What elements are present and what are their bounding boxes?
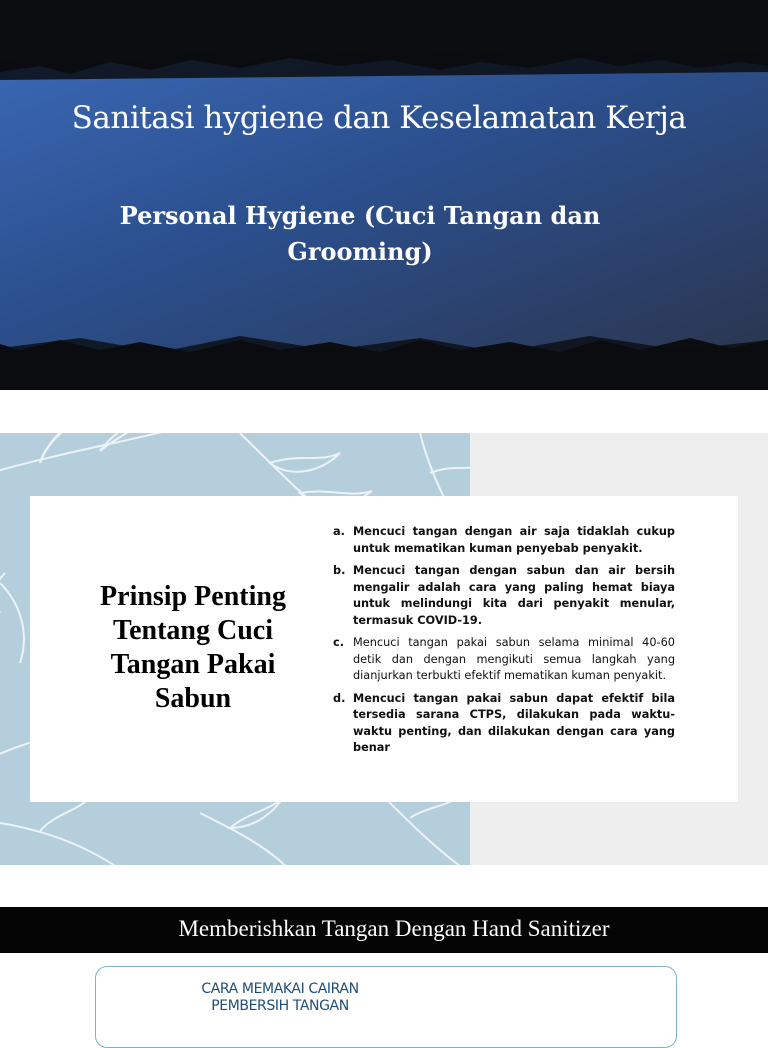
list-marker: c. xyxy=(333,636,344,649)
list-marker: b. xyxy=(333,564,346,577)
list-item-text: Mencuci tangan dengan air saja tidaklah cukup untuk mematikan kuman penyebab penyakit. xyxy=(353,525,675,555)
principles-slide xyxy=(0,433,768,865)
presentation-subtitle: Personal Hygiene (Cuci Tangan dan Grooming) xyxy=(119,201,601,266)
list-item-text: Mencuci tangan dengan sabun dan air bersih mengalir adalah cara yang paling hemat biaya untuk melindungi kita dari penyakit menular, termasuk COVID-19. xyxy=(353,564,675,627)
principles-list xyxy=(330,524,675,763)
instruction-heading xyxy=(180,981,380,1015)
list-marker: a. xyxy=(333,525,345,538)
principles-card xyxy=(30,496,738,802)
list-marker: d. xyxy=(333,691,346,705)
brush-stroke-background xyxy=(0,0,768,390)
list-item xyxy=(330,635,675,685)
list-item-text: Mencuci tangan pakai sabun dapat efektif bila tersedia sarana CTPS, dilakukan pada waktu-waktu penting, dan dilakukan dengan cara yang benar xyxy=(353,691,675,754)
list-item-text: Mencuci tangan pakai sabun selama minimal 40-60 detik dan dengan mengikuti semua langkah yang dianjurkan terbukti efektif mematikan kuman penyakit. xyxy=(353,636,675,682)
section-title: Memberishkan Tangan Dengan Hand Sanitizer xyxy=(178,916,610,941)
instruction-heading-line2: PEMBERSIH TANGAN xyxy=(211,998,349,1014)
list-item xyxy=(330,563,675,629)
instruction-heading-line1: CARA MEMAKAI CAIRAN xyxy=(201,981,359,997)
presentation-title: Sanitasi hygiene dan Keselamatan Kerja xyxy=(71,100,687,136)
principles-title: Prinsip Penting Tentang Cuci Tangan Pakai Sabun xyxy=(100,581,286,714)
title-slide xyxy=(0,0,768,390)
list-item xyxy=(330,691,675,757)
list-item xyxy=(330,524,675,557)
